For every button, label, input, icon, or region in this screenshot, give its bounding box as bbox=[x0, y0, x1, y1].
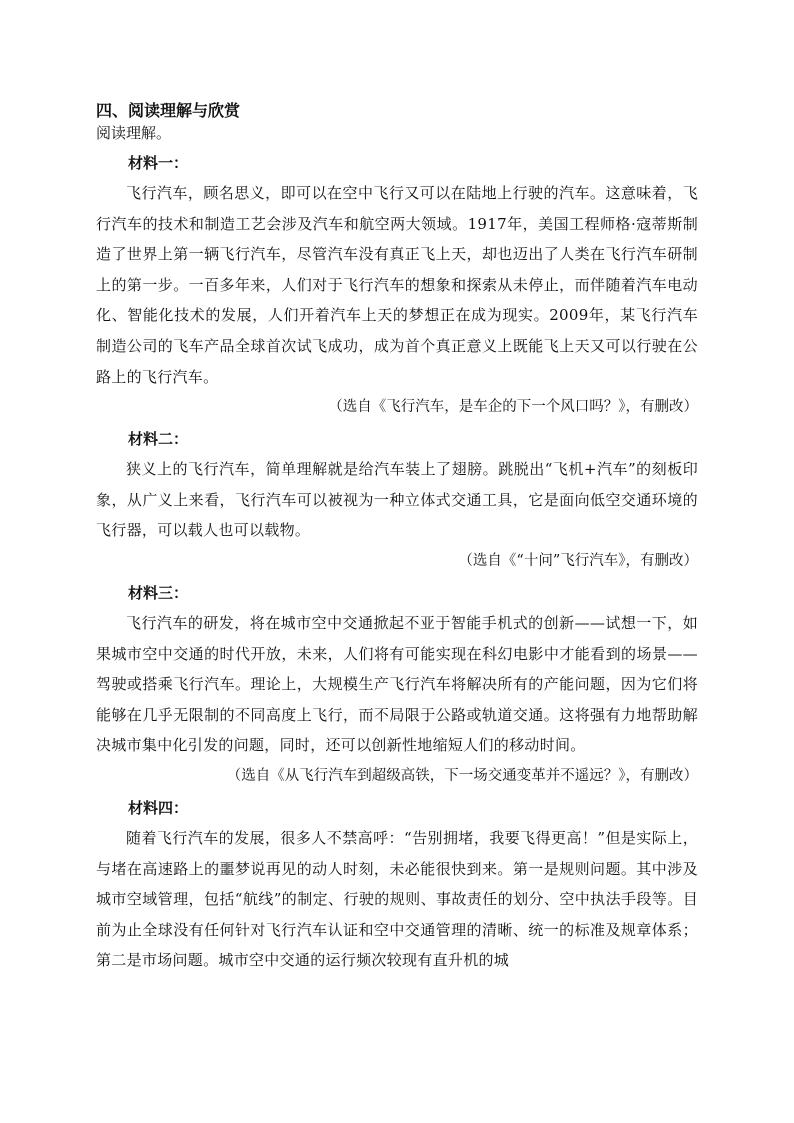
material-paragraph: 驾驶或搭乘飞行汽车。理论上，大规模生产飞行汽车将解决所有的产能问题，因为它们将能够在几乎无限制的不同高度上飞行，而不局限于公路或轨道交通。这将强有力地帮助解决城市集中化引发的问题，同时，还可以创新性地缩短人们的移动时间。 bbox=[96, 675, 698, 755]
material-title: 材料四： bbox=[128, 798, 189, 817]
material-4 bbox=[96, 797, 698, 976]
material-paragraph: 狭义上的飞行汽车，简单理解就是给汽车装上了翅膀。跳脱出“飞机+汽车”的刻板印象，从广义上来看，飞行汽车可以被视为一种立体式交通工具，它是面向低空交通环境的飞行器，可以载人也可以载物。 bbox=[96, 460, 698, 540]
section-title: 四、阅读理解与欣赏 bbox=[96, 101, 241, 120]
material-source: （选自《从飞行汽车到超级高铁，下一场交通变革并不遥远？》，有删改） bbox=[226, 767, 698, 784]
document-page bbox=[96, 100, 698, 976]
material-1 bbox=[96, 152, 698, 422]
material-title: 材料一： bbox=[128, 154, 189, 172]
instruction-text: 阅读理解。 bbox=[96, 124, 172, 142]
material-paragraph: 飞行汽车的研发，将在城市空中交通掀起不亚于智能手机式的创新——试想一下，如果城市空中交通的时代开放，未来，人们将有可能实现在科幻电影中才能看到的场景—— bbox=[96, 613, 698, 663]
material-title: 材料二： bbox=[128, 430, 189, 449]
material-3 bbox=[96, 582, 698, 791]
material-source: （选自《飞行汽车，是车企的下一个风口吗？》，有删改） bbox=[328, 399, 698, 416]
material-title: 材料三： bbox=[128, 583, 189, 602]
material-source: （选自《“十问”飞行汽车》，有删改） bbox=[458, 552, 698, 569]
material-paragraph: 随着飞行汽车的发展，很多人不禁高呼：“告别拥堵，我要飞得更高！”但是实际上，与堵在高速路上的噩梦说再见的动人时刻，未必能很快到来。第一是规则问题。其中涉及城市空域管理，包括“航线”的制定、行驶的规则、事故责任的划分、空中执法手段等。目前为止全球没有任何针对飞行汽车认证和空中交通管理的清晰、统一的标准及规章体系；第二是市场问题。城市空中交通的运行频次较现有直升机的城 bbox=[96, 828, 698, 970]
material-paragraph: 飞行汽车，顾名思义，即可以在空中飞行又可以在陆地上行驶的汽车。这意味着，飞行汽车的技术和制造工艺会涉及汽车和航空两大领域。1917年，美国工程师格·寇蒂斯制造了世界上第一辆飞行汽车，尽管汽车没有真正飞上天，却也迈出了人类在飞行汽车研制上的第一步。一百多年来，人们对于飞行汽车的想象和探索从未停止，而伴随着汽车电动化、智能化技术的发展，人们开着汽车上天的梦想正在成为现实。2009年，某飞行汽车制造公司的飞车产品全球首次试飞成功，成为首个真正意义上既能飞上天又可以行驶在公路上的飞行汽车。 bbox=[96, 184, 698, 386]
material-2 bbox=[96, 428, 698, 576]
